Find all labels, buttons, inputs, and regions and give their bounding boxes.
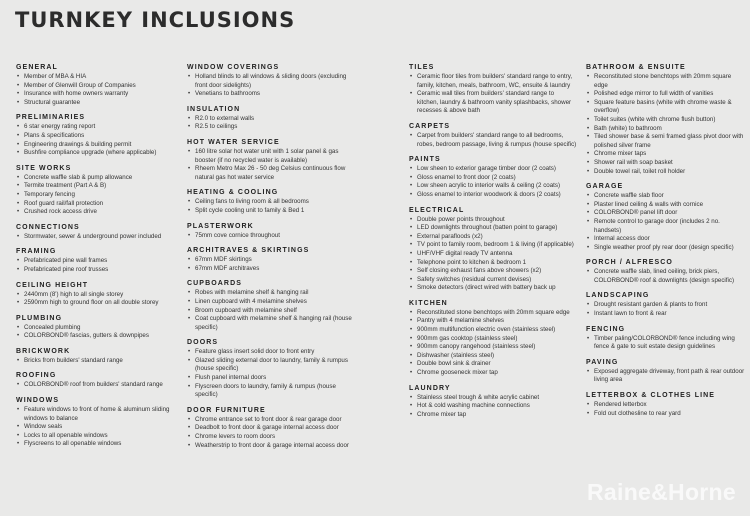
inclusion-item: • Locks to all openable windows	[16, 432, 184, 441]
inclusion-item: • Broom cupboard with melamine shelf	[187, 307, 355, 316]
inclusion-item: • Roof guard rail/fall protection	[16, 200, 184, 209]
inclusion-item: • Dishwasher (stainless steel)	[409, 352, 577, 361]
inclusion-item: • Stainless steel trough & white acrylic cabinet	[409, 394, 577, 403]
inclusion-section	[187, 138, 355, 182]
inclusion-item: • Drought resistant garden & plants to front	[586, 301, 746, 310]
inclusion-item: • Bricks from builders' standard range	[16, 357, 184, 366]
inclusion-section	[187, 222, 355, 241]
inclusion-section	[187, 105, 355, 132]
inclusion-item: • Fold out clothesline to rear yard	[586, 410, 746, 419]
inclusion-section	[187, 188, 355, 215]
inclusion-list	[187, 416, 355, 450]
section-heading: BATHROOM & ENSUITE	[586, 64, 686, 71]
inclusion-item: • Shower rail with soap basket	[586, 159, 746, 168]
inclusion-section	[16, 164, 184, 217]
inclusion-item: • Timber paling/COLORBOND® fence including wing fence & gate to suit estate design guidelines	[586, 335, 746, 352]
inclusion-section	[586, 258, 746, 285]
inclusion-list	[16, 406, 184, 449]
section-heading: GENERAL	[16, 64, 58, 71]
inclusion-item: • Low sheen acrylic to interior walls & ceiling (2 coats)	[409, 182, 577, 191]
inclusion-item: • Weatherstrip to front door & garage internal access door	[187, 442, 355, 451]
inclusion-list	[187, 256, 355, 273]
inclusion-section	[409, 206, 577, 293]
section-heading: LETTERBOX & CLOTHES LINE	[586, 392, 716, 400]
inclusion-item: • Rheem Metro Max 26 - 50 deg Celsius continuous flow natural gas hot water service	[187, 165, 355, 182]
inclusion-list	[586, 268, 746, 285]
inclusion-item: • 75mm cove cornice throughout	[187, 232, 355, 241]
inclusion-section	[586, 63, 746, 176]
inclusion-section	[409, 122, 577, 149]
inclusion-item: • Polished edge mirror to full width of vanities	[586, 90, 746, 99]
inclusion-list	[409, 73, 577, 116]
inclusion-list	[187, 232, 355, 241]
section-heading: PRELIMINARIES	[16, 114, 86, 122]
inclusion-list	[409, 216, 577, 293]
inclusion-item: • External parafloods (x2)	[409, 233, 577, 242]
inclusions-column-2	[187, 63, 355, 456]
inclusion-section	[586, 182, 746, 252]
section-heading: TILES	[409, 64, 435, 71]
inclusion-section	[16, 63, 184, 107]
inclusion-item: • COLORBOND® fascias, gutters & downpipes	[16, 332, 184, 341]
inclusions-column-3	[409, 63, 577, 425]
inclusion-item: • Deadbolt to front door & garage internal access door	[187, 424, 355, 433]
section-heading: CUPBOARDS	[187, 280, 243, 288]
inclusion-item: • Split cycle cooling unit to family & Bed 1	[187, 207, 355, 216]
inclusion-list	[409, 309, 577, 378]
inclusion-item: • Insurance with home owners warranty	[16, 90, 184, 99]
inclusion-list	[409, 165, 577, 199]
inclusion-item: • Remote control to garage door (includes 2 no. handsets)	[586, 218, 746, 235]
inclusions-column-4	[586, 63, 746, 424]
section-heading: ROOFING	[16, 372, 57, 380]
inclusion-item: • Chrome mixer taps	[586, 150, 746, 159]
inclusion-item: • 900mm multifunction electric oven (stainless steel)	[409, 326, 577, 335]
section-heading: SITE WORKS	[16, 164, 72, 172]
inclusion-item: • Chrome mixer tap	[409, 411, 577, 420]
inclusion-item: • Carpet from builders' standard range to all bedrooms, robes, bedroom passage, living & rumpus (house specific)	[409, 132, 577, 149]
section-heading: INSULATION	[187, 105, 241, 113]
section-heading: CONNECTIONS	[16, 223, 80, 231]
inclusion-section	[409, 384, 577, 420]
inclusion-item: • 2590mm high to ground floor on all double storey	[16, 299, 184, 308]
section-heading: HOT WATER SERVICE	[187, 138, 280, 146]
inclusion-list	[187, 348, 355, 400]
inclusion-item: • Bushfire compliance upgrade (where applicable)	[16, 149, 184, 158]
inclusion-item: • Telephone point to kitchen & bedroom 1	[409, 259, 577, 268]
inclusion-list	[586, 301, 746, 318]
inclusion-section	[16, 247, 184, 274]
section-heading: PAINTS	[409, 156, 441, 164]
inclusion-item: • Plans & specifications	[16, 132, 184, 141]
section-heading: DOOR FURNITURE	[187, 406, 266, 414]
section-heading: PAVING	[586, 358, 619, 366]
section-heading: PLASTERWORK	[187, 222, 254, 230]
inclusion-item: • UHF/VHF digital ready TV antenna	[409, 250, 577, 259]
inclusion-section	[16, 314, 184, 341]
inclusion-list	[16, 73, 184, 107]
inclusion-section	[586, 325, 746, 352]
inclusion-list	[409, 132, 577, 149]
inclusion-list	[586, 192, 746, 252]
inclusion-item: • Instant lawn to front & rear	[586, 310, 746, 319]
inclusion-item: • Structural guarantee	[16, 99, 184, 108]
inclusion-list	[586, 335, 746, 352]
inclusion-item: • Prefabricated pine wall frames	[16, 257, 184, 266]
inclusion-item: • Concrete waffle slab & pump allowance	[16, 174, 184, 183]
inclusion-item: • Tiled shower base & semi framed glass pivot door with polished silver frame	[586, 133, 746, 150]
inclusion-item: • LED downlights throughout (batten point to garage)	[409, 224, 577, 233]
inclusion-item: • Internal access door	[586, 235, 746, 244]
inclusion-item: • Engineering drawings & building permit	[16, 141, 184, 150]
inclusion-item: • R2.5 to ceilings	[187, 123, 355, 132]
inclusion-section	[187, 406, 355, 450]
inclusion-section	[409, 299, 577, 378]
inclusion-item: • Coat cupboard with melamine shelf & hanging rail (house specific)	[187, 315, 355, 332]
inclusion-section	[16, 113, 184, 157]
inclusion-list	[16, 291, 184, 308]
inclusion-item: • Toilet suites (white with chrome flush button)	[586, 116, 746, 125]
inclusion-item: • Reconstituted stone benchtops with 20mm square edge	[409, 309, 577, 318]
inclusion-section	[16, 281, 184, 308]
inclusion-item: • Glazed sliding external door to laundry, family & rumpus (house specific)	[187, 357, 355, 374]
inclusion-item: • Member of Glenwill Group of Companies	[16, 82, 184, 91]
inclusion-item: • Window seals	[16, 423, 184, 432]
inclusion-list	[187, 198, 355, 215]
inclusion-section	[16, 223, 184, 242]
inclusion-item: • Pantry with 4 melamine shelves	[409, 317, 577, 326]
inclusion-list	[16, 357, 184, 366]
inclusion-item: • Gloss enamel to interior woodwork & doors (2 coats)	[409, 191, 577, 200]
inclusion-item: • Double power points throughout	[409, 216, 577, 225]
inclusion-item: • Single weather proof ply rear door (design specific)	[586, 244, 746, 253]
section-heading: PORCH / ALFRESCO	[586, 259, 673, 267]
inclusion-item: • Chrome gooseneck mixer tap	[409, 369, 577, 378]
inclusion-list	[16, 324, 184, 341]
inclusion-item: • Self closing exhaust fans above showers (x2)	[409, 267, 577, 276]
inclusion-item: • 67mm MDF skirtings	[187, 256, 355, 265]
inclusion-item: • Plaster lined ceiling & walls with cornice	[586, 201, 746, 210]
inclusion-item: • 900mm gas cooktop (stainless steel)	[409, 335, 577, 344]
section-heading: PLUMBING	[16, 314, 63, 322]
inclusion-section	[586, 291, 746, 318]
inclusion-item: • Bath (white) to bathroom	[586, 125, 746, 134]
inclusion-item: • 6 star energy rating report	[16, 123, 184, 132]
inclusion-item: • Double towel rail, toilet roll holder	[586, 168, 746, 177]
inclusion-item: • Ceramic wall tiles from builders' standard range to kitchen, laundry & bathroom vanity splashbacks, shower recesses & above bath	[409, 90, 577, 116]
section-heading: GARAGE	[586, 183, 624, 191]
inclusion-item: • R2.0 to external walls	[187, 115, 355, 124]
inclusion-section	[187, 279, 355, 332]
section-heading: CARPETS	[409, 122, 451, 130]
section-heading: FENCING	[586, 325, 626, 333]
inclusion-item: • Rendered letterbox	[586, 401, 746, 410]
inclusion-item: • COLORBOND® roof from builders' standard range	[16, 381, 184, 390]
section-heading: HEATING & COOLING	[187, 189, 279, 197]
inclusion-item: • Holland blinds to all windows & sliding doors (excluding front door sidelights)	[187, 73, 355, 90]
inclusion-item: • Crushed rock access drive	[16, 208, 184, 217]
inclusion-item: • Smoke detectors (direct wired with battery back up	[409, 284, 577, 293]
inclusion-list	[187, 289, 355, 332]
inclusion-section	[586, 358, 746, 385]
watermark-logo: Raine&Horne	[587, 479, 736, 505]
inclusion-list	[586, 368, 746, 385]
inclusion-item: • Ceiling fans to living room & all bedrooms	[187, 198, 355, 207]
inclusion-item: • Termite treatment (Part A & B)	[16, 182, 184, 191]
inclusion-list	[586, 73, 746, 176]
section-heading: DOORS	[187, 339, 219, 347]
inclusion-section	[16, 347, 184, 366]
inclusion-section	[187, 63, 355, 99]
inclusion-item: • Temporary fencing	[16, 191, 184, 200]
inclusion-item: • Flyscreens to all openable windows	[16, 440, 184, 449]
inclusion-section	[586, 391, 746, 418]
inclusion-item: • Member of MBA & HIA	[16, 73, 184, 82]
inclusion-list	[187, 115, 355, 132]
inclusion-item: • Linen cupboard with 4 melamine shelves	[187, 298, 355, 307]
inclusion-item: • Square feature basins (white with chrome waste & overflow)	[586, 99, 746, 116]
inclusion-item: • Concrete waffle slab, lined ceiling, brick piers, COLORBOND® roof & downlights (design specific)	[586, 268, 746, 285]
inclusion-section	[187, 246, 355, 273]
inclusion-item: • Hot & cold washing machine connections	[409, 402, 577, 411]
section-heading: ELECTRICAL	[409, 206, 465, 214]
section-heading: CEILING HEIGHT	[16, 281, 89, 289]
inclusion-list	[16, 257, 184, 274]
inclusion-item: • Chrome levers to room doors	[187, 433, 355, 442]
inclusion-item: • Concrete waffle slab floor	[586, 192, 746, 201]
section-heading: LAUNDRY	[409, 384, 451, 392]
section-heading: BRICKWORK	[16, 347, 71, 355]
inclusion-item: • Concealed plumbing	[16, 324, 184, 333]
inclusion-section	[16, 371, 184, 390]
inclusion-list	[187, 73, 355, 99]
section-heading: LANDSCAPING	[586, 292, 650, 300]
page-title: TURNKEY INCLUSIONS	[15, 8, 296, 32]
inclusion-list	[586, 401, 746, 418]
inclusion-section	[409, 155, 577, 199]
inclusion-item: • Feature glass insert solid door to front entry	[187, 348, 355, 357]
inclusion-list	[16, 233, 184, 242]
inclusion-item: • 67mm MDF architraves	[187, 265, 355, 274]
inclusion-item: • Double bowl sink & drainer	[409, 360, 577, 369]
inclusion-item: • Robes with melamine shelf & hanging rail	[187, 289, 355, 298]
inclusion-item: • COLORBOND® panel lift door	[586, 209, 746, 218]
inclusion-item: • Stormwater, sewer & underground power included	[16, 233, 184, 242]
inclusion-item: • Prefabricated pine roof trusses	[16, 266, 184, 275]
inclusion-item: • Reconstituted stone benchtops with 20mm square edge	[586, 73, 746, 90]
inclusion-list	[16, 174, 184, 217]
section-heading: KITCHEN	[409, 299, 448, 307]
inclusion-item: • Feature windows to front of home & aluminum sliding windows to balance	[16, 406, 184, 423]
section-heading: ARCHITRAVES & SKIRTINGS	[187, 247, 310, 255]
inclusion-item: • Flyscreen doors to laundry, family & rumpus (house specific)	[187, 383, 355, 400]
inclusion-list	[16, 123, 184, 157]
inclusion-item: • Chrome entrance set to front door & rear garage door	[187, 416, 355, 425]
inclusion-item: • TV point to family room, bedroom 1 & living (if applicable)	[409, 241, 577, 250]
inclusion-section	[187, 338, 355, 400]
inclusion-item: • 900mm canopy rangehood (stainless steel)	[409, 343, 577, 352]
inclusion-list	[187, 148, 355, 182]
inclusion-item: • Flush panel internal doors	[187, 374, 355, 383]
inclusion-section	[409, 63, 577, 116]
section-heading: WINDOW COVERINGS	[187, 64, 280, 71]
inclusion-item: • Exposed aggregate driveway, front path & rear outdoor living area	[586, 368, 746, 385]
section-heading: WINDOWS	[16, 397, 60, 405]
inclusion-item: • 2440mm (8') high to all single storey	[16, 291, 184, 300]
inclusion-item: • Venetians to bathrooms	[187, 90, 355, 99]
inclusion-list	[16, 381, 184, 390]
inclusion-list	[409, 394, 577, 420]
inclusion-section	[16, 396, 184, 449]
inclusion-item: • Ceramic floor tiles from builders' standard range to entry, family, kitchen, meals, bathroom, WC, ensuite & laundry	[409, 73, 577, 90]
inclusion-item: • Gloss enamel to front door (2 coats)	[409, 174, 577, 183]
inclusion-item: • Safety switches (residual current devises)	[409, 276, 577, 285]
section-heading: FRAMING	[16, 248, 57, 256]
inclusion-item: • Low sheen to exterior garage timber door (2 coats)	[409, 165, 577, 174]
inclusions-column-1	[16, 63, 184, 455]
inclusion-item: • 160 litre solar hot water unit with 1 solar panel & gas booster (if no recycled water is available)	[187, 148, 355, 165]
